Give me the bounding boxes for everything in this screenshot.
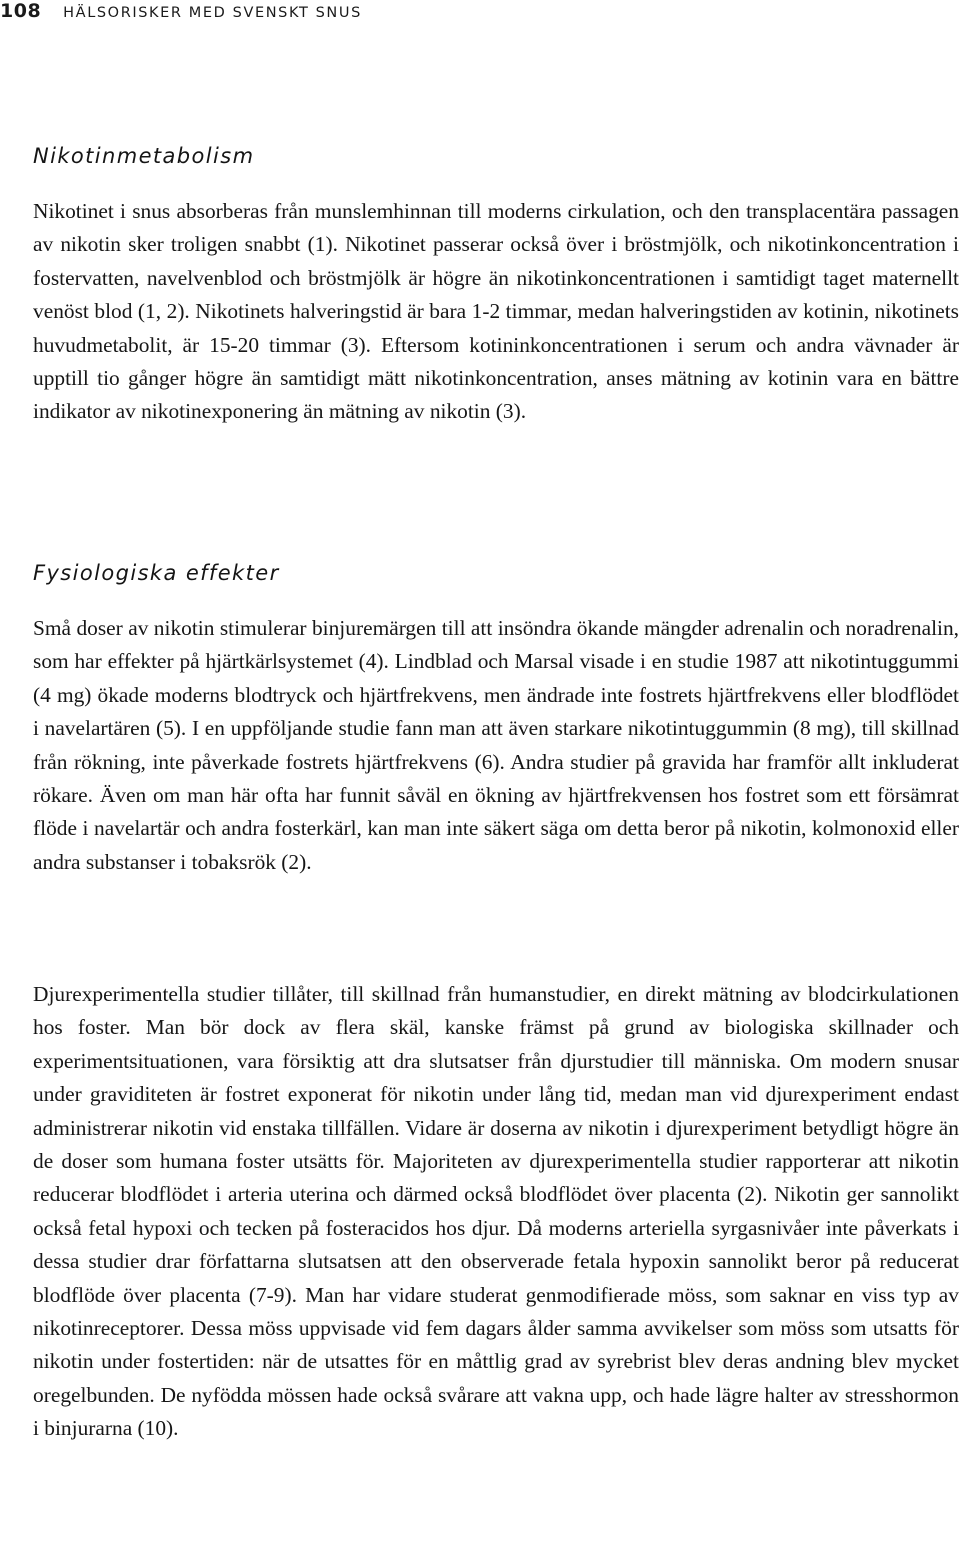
paragraph-nikotinmetabolism: Nikotinet i snus absorberas från munslemhinnan till moderns cirkulation, och den transplacentära passagen av nikotin sker troligen snabbt (1). Nikotinet passerar också över i bröstmjölk, och nikotinkoncentration i fostervatten, navelvenblod och bröstmjölk är högre än nikotinkoncentrationen i samtidigt taget maternellt venöst blod (1, 2). Nikotinets halveringstid är bara 1-2 timmar, medan halveringstiden av kotinin, nikotinets huvudmetabolit, är 15-20 timmar (3). Eftersom kotininkoncentrationen i serum och andra vävnader är upptill tio gånger högre än samtidigt mätt nikotinkoncentration, anses mätning av kotinin vara en bättre indikator av nikotinexponering än mätning av nikotin (3).	[33, 199, 959, 424]
running-header-title: HÄLSORISKER MED SVENSKT SNUS	[63, 5, 362, 21]
section-heading-fysiologiska-effekter: Fysiologiska effekter	[33, 561, 280, 585]
running-header	[0, 0, 362, 22]
paragraph-fysiologiska-effekter-1: Små doser av nikotin stimulerar binjuremärgen till att insöndra ökande mängder adrenalin och noradrenalin, som har effekter på hjärtkärlsystemet (4). Lindblad och Marsal visade i en studie 1987 att nikotintuggummi (4 mg) ökade moderns blodtryck och hjärtfrekvens, men ändrade inte fostrets hjärtfrekvens eller blodflödet i navelartären (5). I en uppföljande studie fann man att även starkare nikotintuggummin (8 mg), till skillnad från rökning, inte påverkade fostrets hjärtfrekvens (6). Andra studier på gravida har framför allt inkluderat rökare. Även om man här ofta har funnit såväl en ökning av hjärtfrekvensen hos fostret som ett försämrat flöde i navelartär och andra fosterkärl, kan man inte säkert säga om detta beror på nikotin, kolmonoxid eller andra substanser i tobaksrök (2).	[33, 616, 959, 874]
page-number: 108	[0, 0, 42, 22]
section-heading-nikotinmetabolism: Nikotinmetabolism	[33, 144, 255, 168]
paragraph-fysiologiska-effekter-2: Djurexperimentella studier tillåter, till skillnad från humanstudier, en direkt mätning av blodcirkulationen hos foster. Man bör dock av flera skäl, kanske främst på grund av biologiska skillnader och experimentsituationen, vara försiktig att dra slutsatser från djurstudier till människa. Om modern snusar under graviditeten är fostret exponerat för nikotin under lång tid, medan man vid djurexperiment endast administrerar nikotin vid enstaka tillfällen. Vidare är doserna av nikotin i djurexperiment betydligt högre än de doser som humana foster utsätts för. Majoriteten av djurexperimentella studier rapporterar att nikotin reducerar blodflödet i arteria uterina och därmed också blodflödet över placenta (2). Nikotin ger sannolikt också fetal hypoxi och tecken på fosteracidos hos djur. Då moderns arteriella syrgasnivåer inte påverkats i dessa studier drar författarna slutsatsen att den observerade fetala hypoxin sannolikt beror på reducerat blodflöde över placenta (7-9). Man har vidare studerat genmodifierade möss, som saknar en viss typ av nikotinreceptorer. Dessa möss uppvisade vid fem dagars ålder samma avvikelser som möss som utsatts för nikotin under fostertiden: när de utsattes för en måttlig grad av syrebrist blev deras andning blev mycket oregelbunden. De nyfödda mössen hade också svårare att vakna upp, och hade lägre halter av stresshormon i binjurarna (10).	[33, 982, 959, 1441]
